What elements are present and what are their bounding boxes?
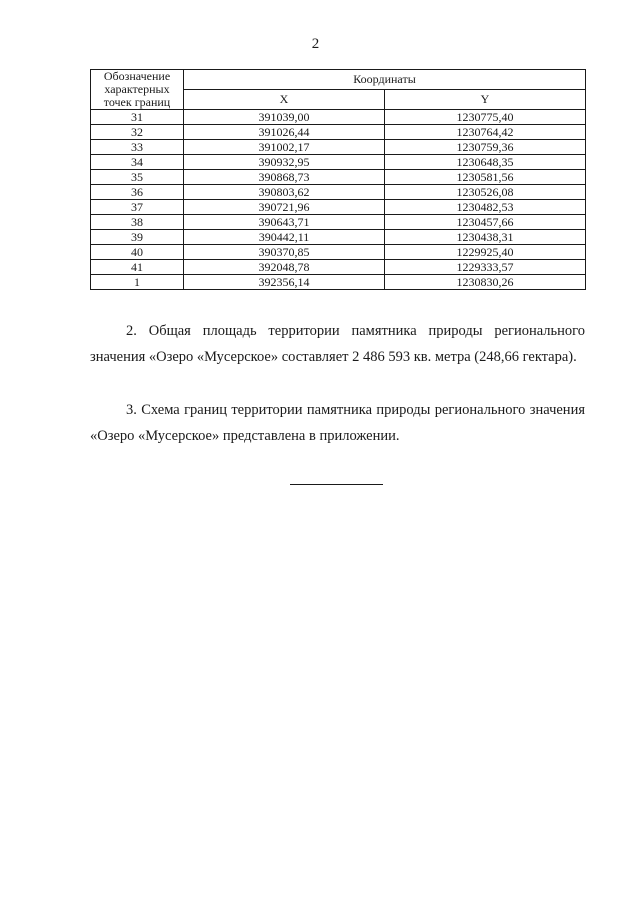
cell-y: 1229333,57: [385, 260, 586, 275]
cell-point: 32: [91, 125, 184, 140]
cell-y: 1230526,08: [385, 185, 586, 200]
table-row: [91, 110, 586, 125]
paragraph-boundary-scheme: 3. Схема границ территории памятника природы регионального значения «Озеро «Мусерское» представлена в приложении.: [90, 402, 585, 444]
page-number: 2: [311, 36, 320, 52]
cell-x: 391026,44: [184, 125, 385, 140]
cell-y: 1230759,36: [385, 140, 586, 155]
table-row: [91, 275, 586, 290]
cell-y: 1230482,53: [385, 200, 586, 215]
header-x: X: [184, 90, 385, 110]
cell-x: 391039,00: [184, 110, 385, 125]
cell-x: 392048,78: [184, 260, 385, 275]
cell-x: 390721,96: [184, 200, 385, 215]
table-row: [91, 185, 586, 200]
cell-x: 390643,71: [184, 215, 385, 230]
cell-point: 41: [91, 260, 184, 275]
cell-x: 391002,17: [184, 140, 385, 155]
table-row: [91, 245, 586, 260]
cell-y: 1230648,35: [385, 155, 586, 170]
cell-point: 36: [91, 185, 184, 200]
table-row: [91, 140, 586, 155]
end-separator-line: [290, 484, 383, 485]
cell-y: 1230438,31: [385, 230, 586, 245]
header-point-label: Обозначение характерных точек границ: [91, 70, 184, 110]
table-row: [91, 125, 586, 140]
cell-x: 390803,62: [184, 185, 385, 200]
cell-y: 1230581,56: [385, 170, 586, 185]
header-y: Y: [385, 90, 586, 110]
cell-y: 1230830,26: [385, 275, 586, 290]
cell-y: 1230775,40: [385, 110, 586, 125]
table-row: [91, 155, 586, 170]
cell-point: 31: [91, 110, 184, 125]
cell-x: 392356,14: [184, 275, 385, 290]
header-coordinates: Координаты: [184, 70, 586, 90]
cell-x: 390868,73: [184, 170, 385, 185]
coordinates-table: [90, 69, 586, 290]
table-row: [91, 200, 586, 215]
cell-x: 390370,85: [184, 245, 385, 260]
cell-point: 34: [91, 155, 184, 170]
cell-y: 1230457,66: [385, 215, 586, 230]
cell-point: 40: [91, 245, 184, 260]
cell-x: 390932,95: [184, 155, 385, 170]
cell-point: 35: [91, 170, 184, 185]
coordinates-table-body: [91, 110, 586, 290]
table-row: [91, 215, 586, 230]
cell-point: 33: [91, 140, 184, 155]
cell-y: 1229925,40: [385, 245, 586, 260]
cell-point: 1: [91, 275, 184, 290]
table-row: [91, 230, 586, 245]
cell-point: 38: [91, 215, 184, 230]
table-row: [91, 260, 586, 275]
cell-point: 39: [91, 230, 184, 245]
cell-y: 1230764,42: [385, 125, 586, 140]
table-row: [91, 170, 586, 185]
cell-point: 37: [91, 200, 184, 215]
paragraph-total-area: 2. Общая площадь территории памятника природы регионального значения «Озеро «Мусерское» составляет 2 486 593 кв. метра (248,66 гектара).: [90, 323, 585, 365]
cell-x: 390442,11: [184, 230, 385, 245]
